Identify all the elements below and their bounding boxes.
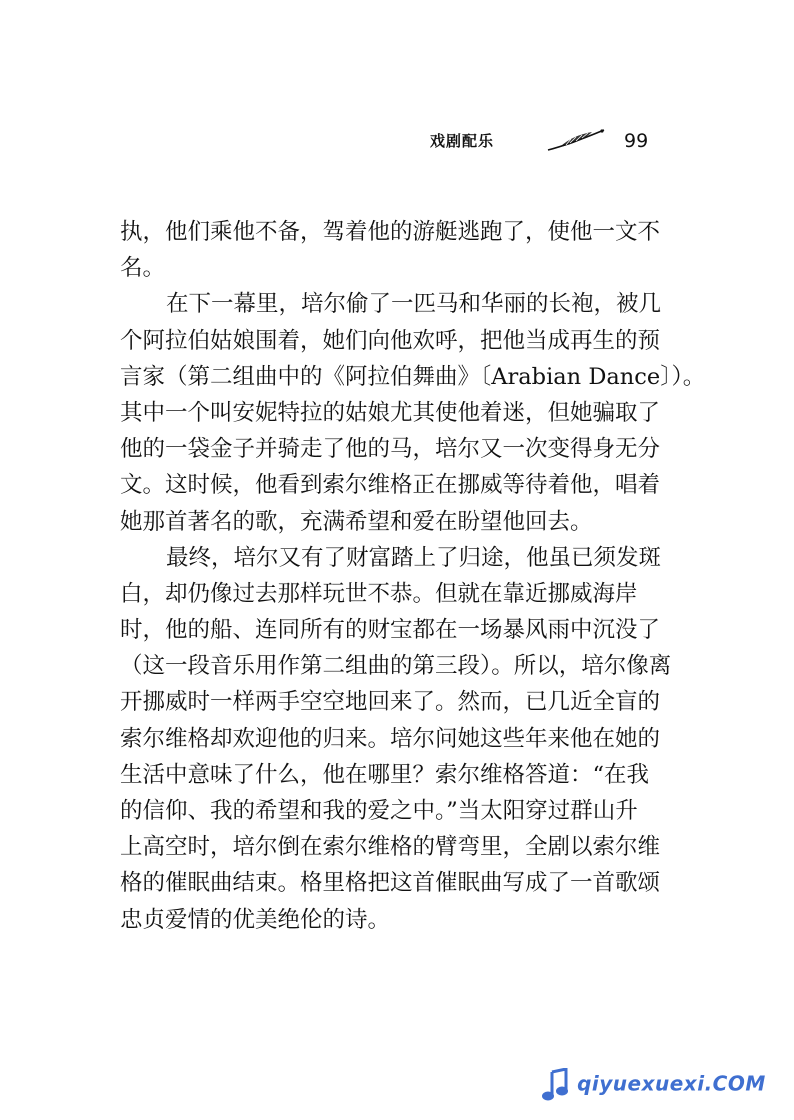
quill-pen-icon	[546, 126, 608, 154]
text-line: 索尔维格却欢迎他的归来。培尔问她这些年来他在她的	[120, 725, 661, 752]
text-line: 名。	[120, 255, 166, 282]
chapter-title: 戏剧配乐	[430, 132, 495, 150]
text-line: （这一段音乐用作第二组曲的第三段）。所以，培尔像离	[120, 653, 672, 680]
text-line: 个阿拉伯姑娘围着，她们向他欢呼，把他当成再生的预	[120, 327, 661, 354]
page-number: 99	[624, 130, 649, 152]
text-line: 时，他的船、连同所有的财宝都在一场暴风雨中沉没了	[120, 617, 661, 644]
text-line: 她那首著名的歌，充满希望和爱在盼望他回去。	[120, 508, 593, 535]
paragraph-start-line: 最终，培尔又有了财富踏上了归途，他虽已须发斑	[166, 544, 662, 571]
text-line: 生活中意味了什么，他在哪里？索尔维格答道：“在我	[120, 761, 650, 788]
text-line: 他的一袋金子并骑走了他的马，培尔又一次变得身无分	[120, 436, 661, 463]
body-text	[120, 214, 706, 938]
text-line: 执，他们乘他不备，驾着他的游艇逃跑了，使他一文不	[120, 219, 661, 245]
watermark	[540, 1068, 766, 1108]
paragraph-start-line: 在下一幕里，培尔偷了一匹马和华丽的长袍，被几	[166, 291, 662, 318]
text-line: 忠贞爱情的优美绝伦的诗。	[120, 906, 391, 933]
text-line: 开挪威时一样两手空空地回来了。然而，已几近全盲的	[120, 689, 661, 716]
text-line: 的信仰、我的希望和我的爱之中。”当太阳穿过群山升	[120, 798, 638, 824]
text-line: 其中一个叫安妮特拉的姑娘尤其使他着迷，但她骗取了	[120, 399, 661, 426]
text-line: 白，却仍像过去那样玩世不恭。但就在靠近挪威海岸	[120, 580, 638, 607]
text-line: 上高空时，培尔倒在索尔维格的臂弯里，全剧以索尔维	[120, 834, 661, 861]
text-line: 言家（第二组曲中的《阿拉伯舞曲》〔Arabian Dance〕）。	[120, 363, 706, 390]
text-line: 格的催眠曲结束。格里格把这首催眠曲写成了一首歌颂	[120, 870, 661, 897]
running-header	[430, 126, 670, 160]
music-note-icon	[540, 1068, 572, 1104]
text-line: 文。这时候，他看到索尔维格正在挪威等待着他，唱着	[120, 472, 661, 499]
watermark-text: qiyuexuexi.COM	[577, 1071, 766, 1096]
